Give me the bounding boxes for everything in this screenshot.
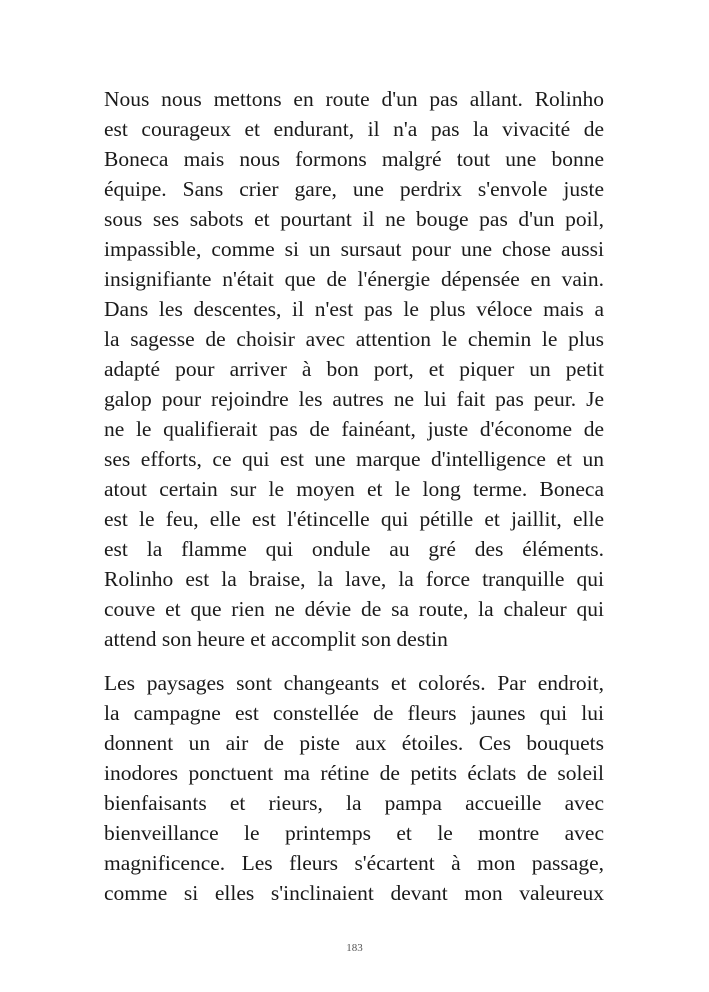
text-line: bienfaisants et rieurs, la pampa accueille avec — [104, 791, 604, 815]
text-line: est courageux et endurant, il n'a pas la vivacité de — [104, 117, 604, 141]
text-line: Nous nous mettons en route d'un pas allant. Rolinho — [104, 87, 604, 111]
text-line: équipe. Sans crier gare, une perdrix s'envole juste — [104, 177, 604, 201]
text-line: est le feu, elle est l'étincelle qui pétille et jaillit, elle — [104, 507, 604, 531]
text-line: est la flamme qui ondule au gré des éléments. — [104, 537, 604, 561]
text-line: insignifiante n'était que de l'énergie dépensée en vain. — [104, 267, 604, 291]
text-line: Rolinho est la braise, la lave, la force tranquille qui — [104, 567, 604, 591]
text-line: magnificence. Les fleurs s'écartent à mon passage, — [104, 851, 604, 875]
text-line: Dans les descentes, il n'est pas le plus véloce mais a — [104, 297, 604, 321]
text-line: Boneca mais nous formons malgré tout une bonne — [104, 147, 604, 171]
text-line: ne le qualifierait pas de fainéant, juste d'économe de — [104, 417, 604, 441]
text-line: attend son heure et accomplit son destin — [104, 627, 448, 651]
text-line: la campagne est constellée de fleurs jaunes qui lui — [104, 701, 604, 725]
text-line: sous ses sabots et pourtant il ne bouge pas d'un poil, — [104, 207, 604, 231]
text-line: impassible, comme si un sursaut pour une chose aussi — [104, 237, 604, 261]
text-line: comme si elles s'inclinaient devant mon valeureux — [104, 881, 604, 905]
page-number: 183 — [346, 942, 363, 954]
text-line: inodores ponctuent ma rétine de petits éclats de soleil — [104, 761, 604, 785]
text-line: adapté pour arriver à bon port, et piquer un petit — [104, 357, 604, 381]
paragraph-2 — [104, 668, 604, 908]
text-line: bienveillance le printemps et le montre avec — [104, 821, 604, 845]
text-line: la sagesse de choisir avec attention le chemin le plus — [104, 327, 604, 351]
text-line: ses efforts, ce qui est une marque d'intelligence et un — [104, 447, 604, 471]
text-line: couve et que rien ne dévie de sa route, la chaleur qui — [104, 597, 604, 621]
body-text — [104, 84, 604, 908]
paragraph-1 — [104, 84, 604, 654]
text-line: donnent un air de piste aux étoiles. Ces bouquets — [104, 731, 604, 755]
text-line: atout certain sur le moyen et le long terme. Boneca — [104, 477, 604, 501]
text-line: Les paysages sont changeants et colorés. Par endroit, — [104, 671, 604, 695]
text-line: galop pour rejoindre les autres ne lui fait pas peur. Je — [104, 387, 604, 411]
